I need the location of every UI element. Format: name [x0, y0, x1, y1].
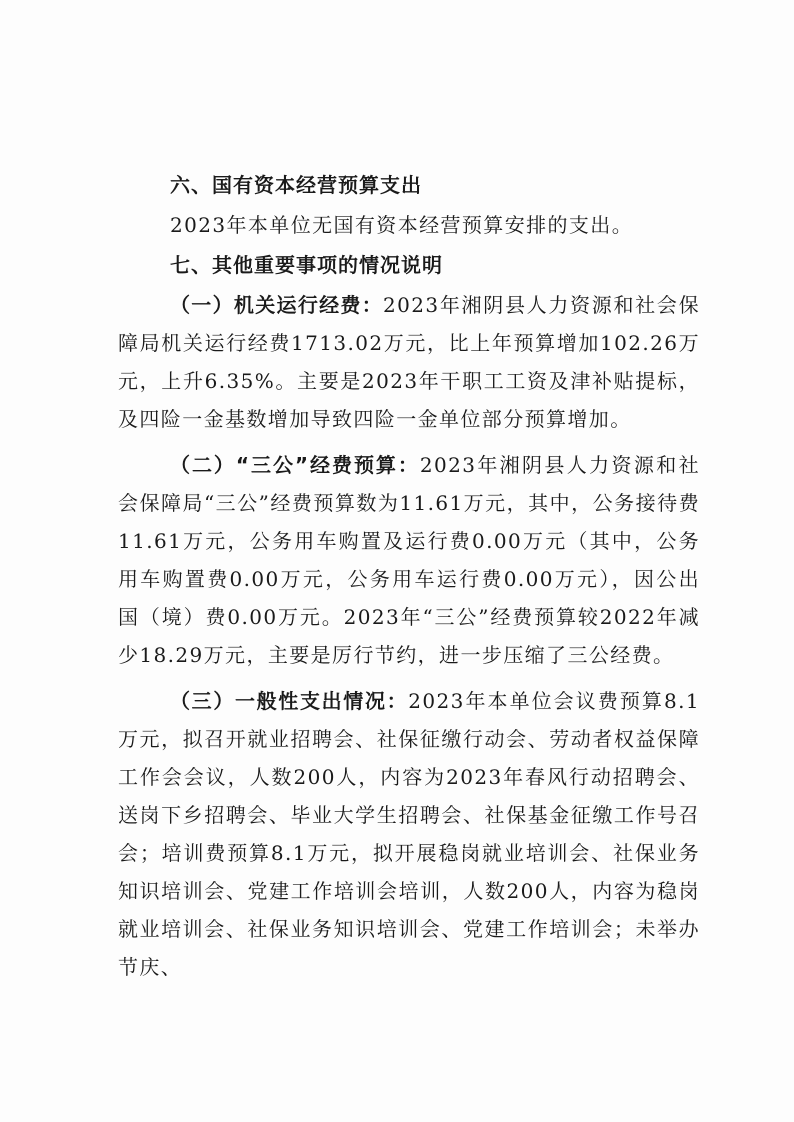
section-6-heading: 六、国有资本经营预算支出: [170, 173, 422, 197]
section-6-text: 2023年本单位无国有资本经营预算安排的支出。: [170, 213, 634, 237]
item-1-text: 2023年湘阴县人力资源和社会保障局机关运行经费1713.02万元，比上年预算增加102.26万元，上升6.35%。主要是2023年干职工工资及津补贴提标，及四险一金基数增加导致四险一金单位部分预算增加。: [118, 293, 700, 431]
item-1-paragraph: [118, 286, 700, 438]
item-2-paragraph: [118, 446, 700, 674]
item-1-lead: （一）机关运行经费：: [170, 293, 384, 317]
document-body: [118, 166, 700, 986]
item-3-text: 2023年本单位会议费预算8.1万元，拟召开就业招聘会、社保征缴行动会、劳动者权益保障工作会会议，人数200人，内容为2023年春风行动招聘会、送岗下乡招聘会、毕业大学生招聘会、社保基金征缴工作号召会；培训费预算8.1万元，拟开展稳岗就业培训会、社保业务知识培训会、党建工作培训会培训，人数200人，内容为稳岗就业培训会、社保业务知识培训会、党建工作培训会；未举办节庆、: [118, 689, 701, 979]
item-3-paragraph: [118, 682, 700, 986]
item-2-lead: （二）“三公”经费预算：: [170, 453, 420, 477]
item-3-lead: （三）一般性支出情况：: [170, 689, 409, 713]
item-2-text: 2023年湘阴县人力资源和社会保障局“三公”经费预算数为11.61万元，其中，公务接待费11.61万元，公务用车购置及运行费0.00万元（其中，公务用车购置费0.00万元，公务用车运行费0.00万元），因公出国（境）费0.00万元。2023年“三公”经费预算较2022年减少18.29万元，主要是厉行节约，进一步压缩了三公经费。: [118, 453, 700, 667]
section-7-heading: 七、其他重要事项的情况说明: [170, 253, 443, 277]
